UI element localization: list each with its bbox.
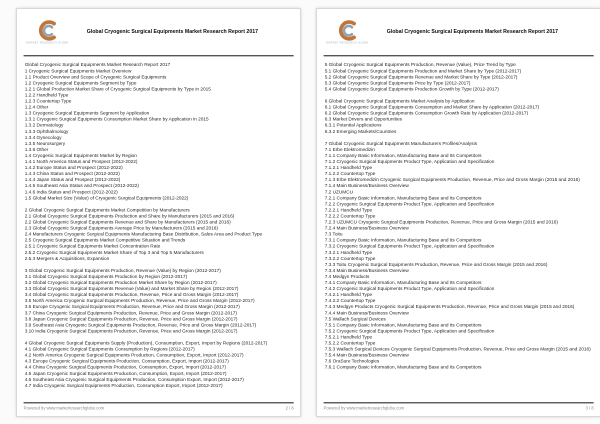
- toc-line: 5.3 Global Cryogenic Surgical Equipments Price by Type (2012-2017): [324, 79, 471, 86]
- toc-line: 1 Cryogenic Surgical Equipments Market Overview: [24, 67, 132, 74]
- header-rule: [24, 55, 294, 56]
- toc-block: [325, 62, 593, 92]
- toc-line: 1.3.2 Dermatology: [24, 122, 64, 128]
- toc-line: 7.2.3 UZUMCU Cryogenic Surgical Equipments Production, Revenue, Price and Gross Margin (2015 and 2016): [324, 219, 558, 225]
- toc-line: 3.3 Global Cryogenic Surgical Equipments Revenue (Value) and Market Share by Region (2012-2017): [24, 285, 239, 292]
- toc-line: 3.1 Global Cryogenic Surgical Equipments Production by Region (2012-2017): [24, 273, 188, 280]
- toc-line: 3.2 Global Cryogenic Surgical Equipments Production Market Share by Region (2012-2017): [24, 279, 217, 286]
- toc-line: 1.3 Cryogenic Surgical Equipments Segment by Application: [24, 110, 150, 116]
- toc-line: 7.4.3 Medgyn Products Cryogenic Surgical Equipments Production, Revenue, Price and Gross Margin (2015 and 2016): [324, 303, 575, 310]
- toc-line: 1.2.3 Countertop Type: [24, 98, 72, 104]
- toc-line: 7.3.4 Main Business/Business Overview: [324, 267, 409, 273]
- toc-line: 7.3.3 Toitu Cryogenic Surgical Equipments Production, Revenue, Price and Gross Margin (2015 and 2016): [324, 261, 548, 267]
- page-footer: [324, 402, 594, 410]
- toc-line: 3.4 Global Cryogenic Surgical Equipments Production, Revenue, Price and Gross Margin (2012-2017): [24, 291, 239, 298]
- toc-line: 7.3 Toitu: [324, 231, 343, 237]
- toc-line: 3.8 Japan Cryogenic Surgical Equipments Production, Revenue, Price and Gross Margin (2012-2017): [24, 315, 238, 322]
- toc-line: 3.6 Europe Cryogenic Surgical Equipments Production, Revenue, Price and Gross Margin (2012-2017): [24, 303, 240, 310]
- report-title: Global Cryogenic Surgical Equipments Market Research Report 2017: [86, 28, 259, 35]
- toc-line: 6 Global Cryogenic Surgical Equipments Market Analysis by Application: [324, 98, 475, 104]
- toc-line: 7.5.4 Main Business/Business Overview: [324, 352, 409, 358]
- toc-line: 5.1 Global Cryogenic Surgical Equipments Production and Market Share by Type (2012-2017): [324, 67, 522, 74]
- page-header: [317, 9, 600, 56]
- toc-line: 1.3.5 Neurosurgery: [24, 140, 66, 146]
- toc-line: 7.4.4 Main Business/Business Overview: [324, 309, 409, 316]
- toc-line: 4.7 India Cryogenic Surgical Equipments Production, Consumption Export, Import (2012-2017): [24, 382, 223, 388]
- toc-line: 7.2.2.2 Countertop Type: [324, 213, 376, 219]
- toc-line: 5.4 Global Cryogenic Surgical Equipments Production Growth by Type (2012-2017): [324, 86, 499, 92]
- toc-line: 2.5.2 Cryogenic Surgical Equipments Market Share of Top 3 and Top 5 Manufacturers: [24, 249, 204, 255]
- toc-line: 5 Global Cryogenic Surgical Equipments Production, Revenue (Value), Price Trend by Type: [324, 61, 516, 68]
- toc-line: 7.1.2.2 Countertop Type: [324, 170, 376, 177]
- toc-line: 7.3.2.1 Handheld Type: [324, 249, 373, 255]
- toc-line: 7.1.3 Erbe Elektromedizin Cryogenic Surgical Equipments Production, Revenue, Price and Gross Margin (2015 and 2016): [324, 176, 580, 183]
- toc-line: 3.7 China Cryogenic Surgical Equipments Production, Revenue, Price and Gross Margin (2012-2017): [24, 309, 237, 316]
- toc-line: 5.2 Global Cryogenic Surgical Equipments Revenue and Market Share by Type (2012-2017): [324, 73, 518, 80]
- toc-line: 7.2.4 Main Business/Business Overview: [324, 225, 409, 231]
- toc-line: 2.4 Manufacturers Cryogenic Surgical Equipments Manufacturing Base Distribution, Sales Area and Product Type: [24, 231, 263, 237]
- toc-line: 7.5.1 Company Basic Information, Manufacturing Base and Its Competitors: [324, 321, 482, 328]
- header-rule: [324, 55, 594, 56]
- toc-line: 1.4.4 Japan Status and Prospect (2012-2022): [24, 176, 121, 183]
- page-header: [17, 9, 300, 56]
- toc-line: 1.3.4 Gynecology: [24, 134, 62, 140]
- report-title: Global Cryogenic Surgical Equipments Market Research Report 2017: [386, 28, 559, 35]
- toc-block: [25, 207, 293, 261]
- toc-line: 7.3.2 Cryogenic Surgical Equipments Product Type, Application and Specification: [324, 243, 495, 249]
- toc-body: [17, 56, 300, 388]
- toc-line: 1.3.3 Ophthalmology: [24, 128, 69, 134]
- toc-line: 2 Global Cryogenic Surgical Equipments Market Competition by Manufacturers: [24, 207, 190, 213]
- toc-line: 7.1.2.1 Handheld Type: [324, 164, 373, 171]
- toc-line: 7.5.2 Cryogenic Surgical Equipments Product Type, Application and Specification: [324, 328, 495, 334]
- logo-text: MARKET RESEARCH GLOBE: [26, 41, 69, 45]
- toc-line: 6.3.1 Potential Applications: [324, 122, 382, 128]
- toc-block: [25, 62, 293, 201]
- toc-line: 1.2.1 Global Production Market Share of Cryogenic Surgical Equipments by Type in 2015: [24, 86, 211, 92]
- toc-line: 2.5.1 Cryogenic Surgical Equipments Market Concentration Rate: [24, 243, 161, 249]
- toc-line: 7.2.2.1 Handheld Type: [324, 207, 373, 213]
- toc-line: 2.5.3 Mergers & Acquisitions, Expansion: [24, 255, 110, 261]
- toc-line: 7.4.2.2 Countertop Type: [324, 297, 376, 304]
- toc-line: 3.9 Southeast Asia Cryogenic Surgical Equipments Production, Revenue, Price and Gross Margin (2012-2017): [24, 321, 257, 328]
- toc-line: 1.4.2 Europe Status and Prospect (2012-2022): [24, 164, 123, 171]
- toc-line: 7.5.2.1 Handheld Type: [324, 334, 373, 340]
- toc-line: 4.6 Southeast Asia Cryogenic Surgical Equipments Production, Consumption Export, Import (2012-2017): [24, 376, 244, 382]
- page-3: [316, 8, 600, 417]
- toc-line: 1.3.1 Cryogenic Surgical Equipments Consumption Market Share by Application in 2015: [24, 116, 209, 122]
- toc-line: 1.2.2 Handheld Type: [24, 92, 69, 98]
- toc-line: 7.2.2 Cryogenic Surgical Equipments Product Type, Application and Specification: [324, 200, 495, 207]
- toc-line: 7.3.1 Company Basic Information, Manufacturing Base and Its Competitors: [324, 237, 482, 243]
- toc-line: 7 Global Cryogenic Surgical Equipments Manufacturers Profiles/Analysis: [324, 140, 478, 146]
- toc-line: 7.6 OraSure Technologies: [324, 358, 380, 364]
- toc-line: 1.2 Cryogenic Surgical Equipments Segment by Type: [24, 79, 137, 86]
- toc-line: 7.1.4 Main Business/Business Overview: [324, 182, 409, 189]
- toc-line: 1.4.1 North America Status and Prospect (2012-2022): [24, 158, 138, 165]
- toc-line: 2.3 Global Cryogenic Surgical Equipments Average Price by Manufacturers (2015 and 2016): [24, 225, 218, 231]
- toc-line: 7.1.2 Cryogenic Surgical Equipments Product Type, Application and Specification: [324, 158, 495, 165]
- toc-line: 2.5 Cryogenic Surgical Equipments Market Competitive Situation and Trends: [24, 237, 186, 243]
- toc-line: 7.5 Wallach Surgical Devices: [324, 315, 386, 322]
- toc-line: 4.2 North America Cryogenic Surgical Equipments Production, Consumption, Export, Import (2012-2017): [24, 352, 244, 358]
- toc-line: 7.1.1 Company Basic Information, Manufacturing Base and Its Competitors: [324, 152, 482, 159]
- footer-powered-by: Powered by www.marketresearchglobe.com: [23, 405, 105, 411]
- toc-line: 6.1 Global Cryogenic Surgical Equipments Consumption and Market Share by Application (2012-2017): [324, 104, 540, 110]
- page-footer: [24, 402, 294, 410]
- toc-line: 6.2 Global Cryogenic Surgical Equipments Consumption Growth Rate by Application (2012-2017): [324, 110, 529, 116]
- toc-block: [25, 340, 293, 388]
- toc-line: 7.2 UZUMCU: [324, 188, 354, 195]
- toc-line: 4.5 Japan Cryogenic Surgical Equipments Production, Consumption, Export, Import (2012-2017): [24, 370, 227, 376]
- toc-line: 3.10 India Cryogenic Surgical Equipments Production, Revenue, Price and Gross Margin (2012-2017): [24, 328, 238, 334]
- toc-line: 7.5.3 Wallach Surgical Devices Cryogenic Surgical Equipments Production, Revenue, Price and Gross Margin (2015 and 2016): [324, 346, 591, 352]
- toc-line: 7.2.1 Company Basic Information, Manufacturing Base and Its Competitors: [324, 194, 482, 201]
- toc-block: [325, 98, 593, 134]
- toc-block: [25, 268, 293, 335]
- toc-line: Global Cryogenic Surgical Equipments Market Research Report 2017: [24, 61, 171, 68]
- toc-line: 1.2.4 Other: [24, 104, 49, 110]
- toc-line: 6.3.2 Emerging Markets/Countries: [324, 128, 397, 134]
- page-number: 2 / 8: [285, 405, 294, 411]
- toc-line: 7.4.1 Company Basic Information, Manufacturing Base and Its Competitors: [324, 279, 482, 286]
- toc-line: 1.3.6 Other: [24, 146, 49, 152]
- toc-line: 7.5.2.2 Countertop Type: [324, 340, 376, 346]
- toc-line: 7.4.2 Cryogenic Surgical Equipments Product Type, Application and Specification: [324, 285, 495, 292]
- toc-line: 1.4 Cryogenic Surgical Equipments Market by Region: [24, 152, 137, 159]
- toc-line: 4.1 Global Cryogenic Surgical Equipments Consumption by Regions (2012-2017): [24, 346, 195, 352]
- toc-line: 6.3 Market Drivers and Opportunities: [324, 116, 402, 122]
- page-2: [16, 8, 301, 417]
- toc-line: 7.6.1 Company Basic Information, Manufacturing Base and Its Competitors: [324, 364, 482, 370]
- footer-powered-by: Powered by www.marketresearchglobe.com: [323, 405, 405, 411]
- toc-body: [317, 56, 600, 370]
- toc-line: 1.5 Global Market Size (Value) of Cryogenic Surgical Equipments (2012-2022): [24, 194, 189, 201]
- toc-line: 3.5 North America Cryogenic Surgical Equipments Production, Revenue, Price and Gross Margin (2012-2017): [24, 297, 255, 304]
- toc-line: 7.3.2.2 Countertop Type: [324, 255, 376, 261]
- toc-line: 3 Global Cryogenic Surgical Equipments Production, Revenue (Value) by Region (2012-2017): [24, 267, 221, 273]
- toc-line: 4.4 China Cryogenic Surgical Equipments Production, Consumption, Export, Import (2012-2017): [24, 364, 226, 370]
- logo-text: MARKET RESEARCH GLOBE: [326, 41, 369, 45]
- toc-line: 2.1 Global Cryogenic Surgical Equipments Production and Share by Manufacturers (2015 and 2016): [24, 213, 235, 219]
- page-number: 3 / 8: [585, 405, 594, 411]
- toc-line: 1.1 Product Overview and Scope of Cryogenic Surgical Equipments: [24, 73, 167, 80]
- toc-line: 7.4.2.1 Handheld Type: [324, 291, 373, 298]
- toc-block: [325, 140, 593, 370]
- toc-line: 1.4.5 Southeast Asia Status and Prospect (2012-2022): [24, 182, 140, 189]
- toc-line: 1.4.3 China Status and Prospect (2012-2022): [24, 170, 120, 177]
- toc-line: 4 Global Cryogenic Surgical Equipments Supply (Production), Consumption, Export, Import by Regions (2012-2017): [24, 340, 268, 346]
- toc-line: 4.3 Europe Cryogenic Surgical Equipments Production, Consumption, Export, Import (2012-2017): [24, 358, 229, 364]
- toc-line: 7.4 Medgyn Products: [324, 273, 370, 280]
- toc-line: 7.1 Erbe Elektromedizin: [324, 146, 375, 152]
- toc-line: 1.4.6 India Status and Prospect (2012-2022): [24, 188, 118, 195]
- toc-line: 2.2 Global Cryogenic Surgical Equipments Revenue and Share by Manufacturers (2015 and 2016): [24, 219, 231, 225]
